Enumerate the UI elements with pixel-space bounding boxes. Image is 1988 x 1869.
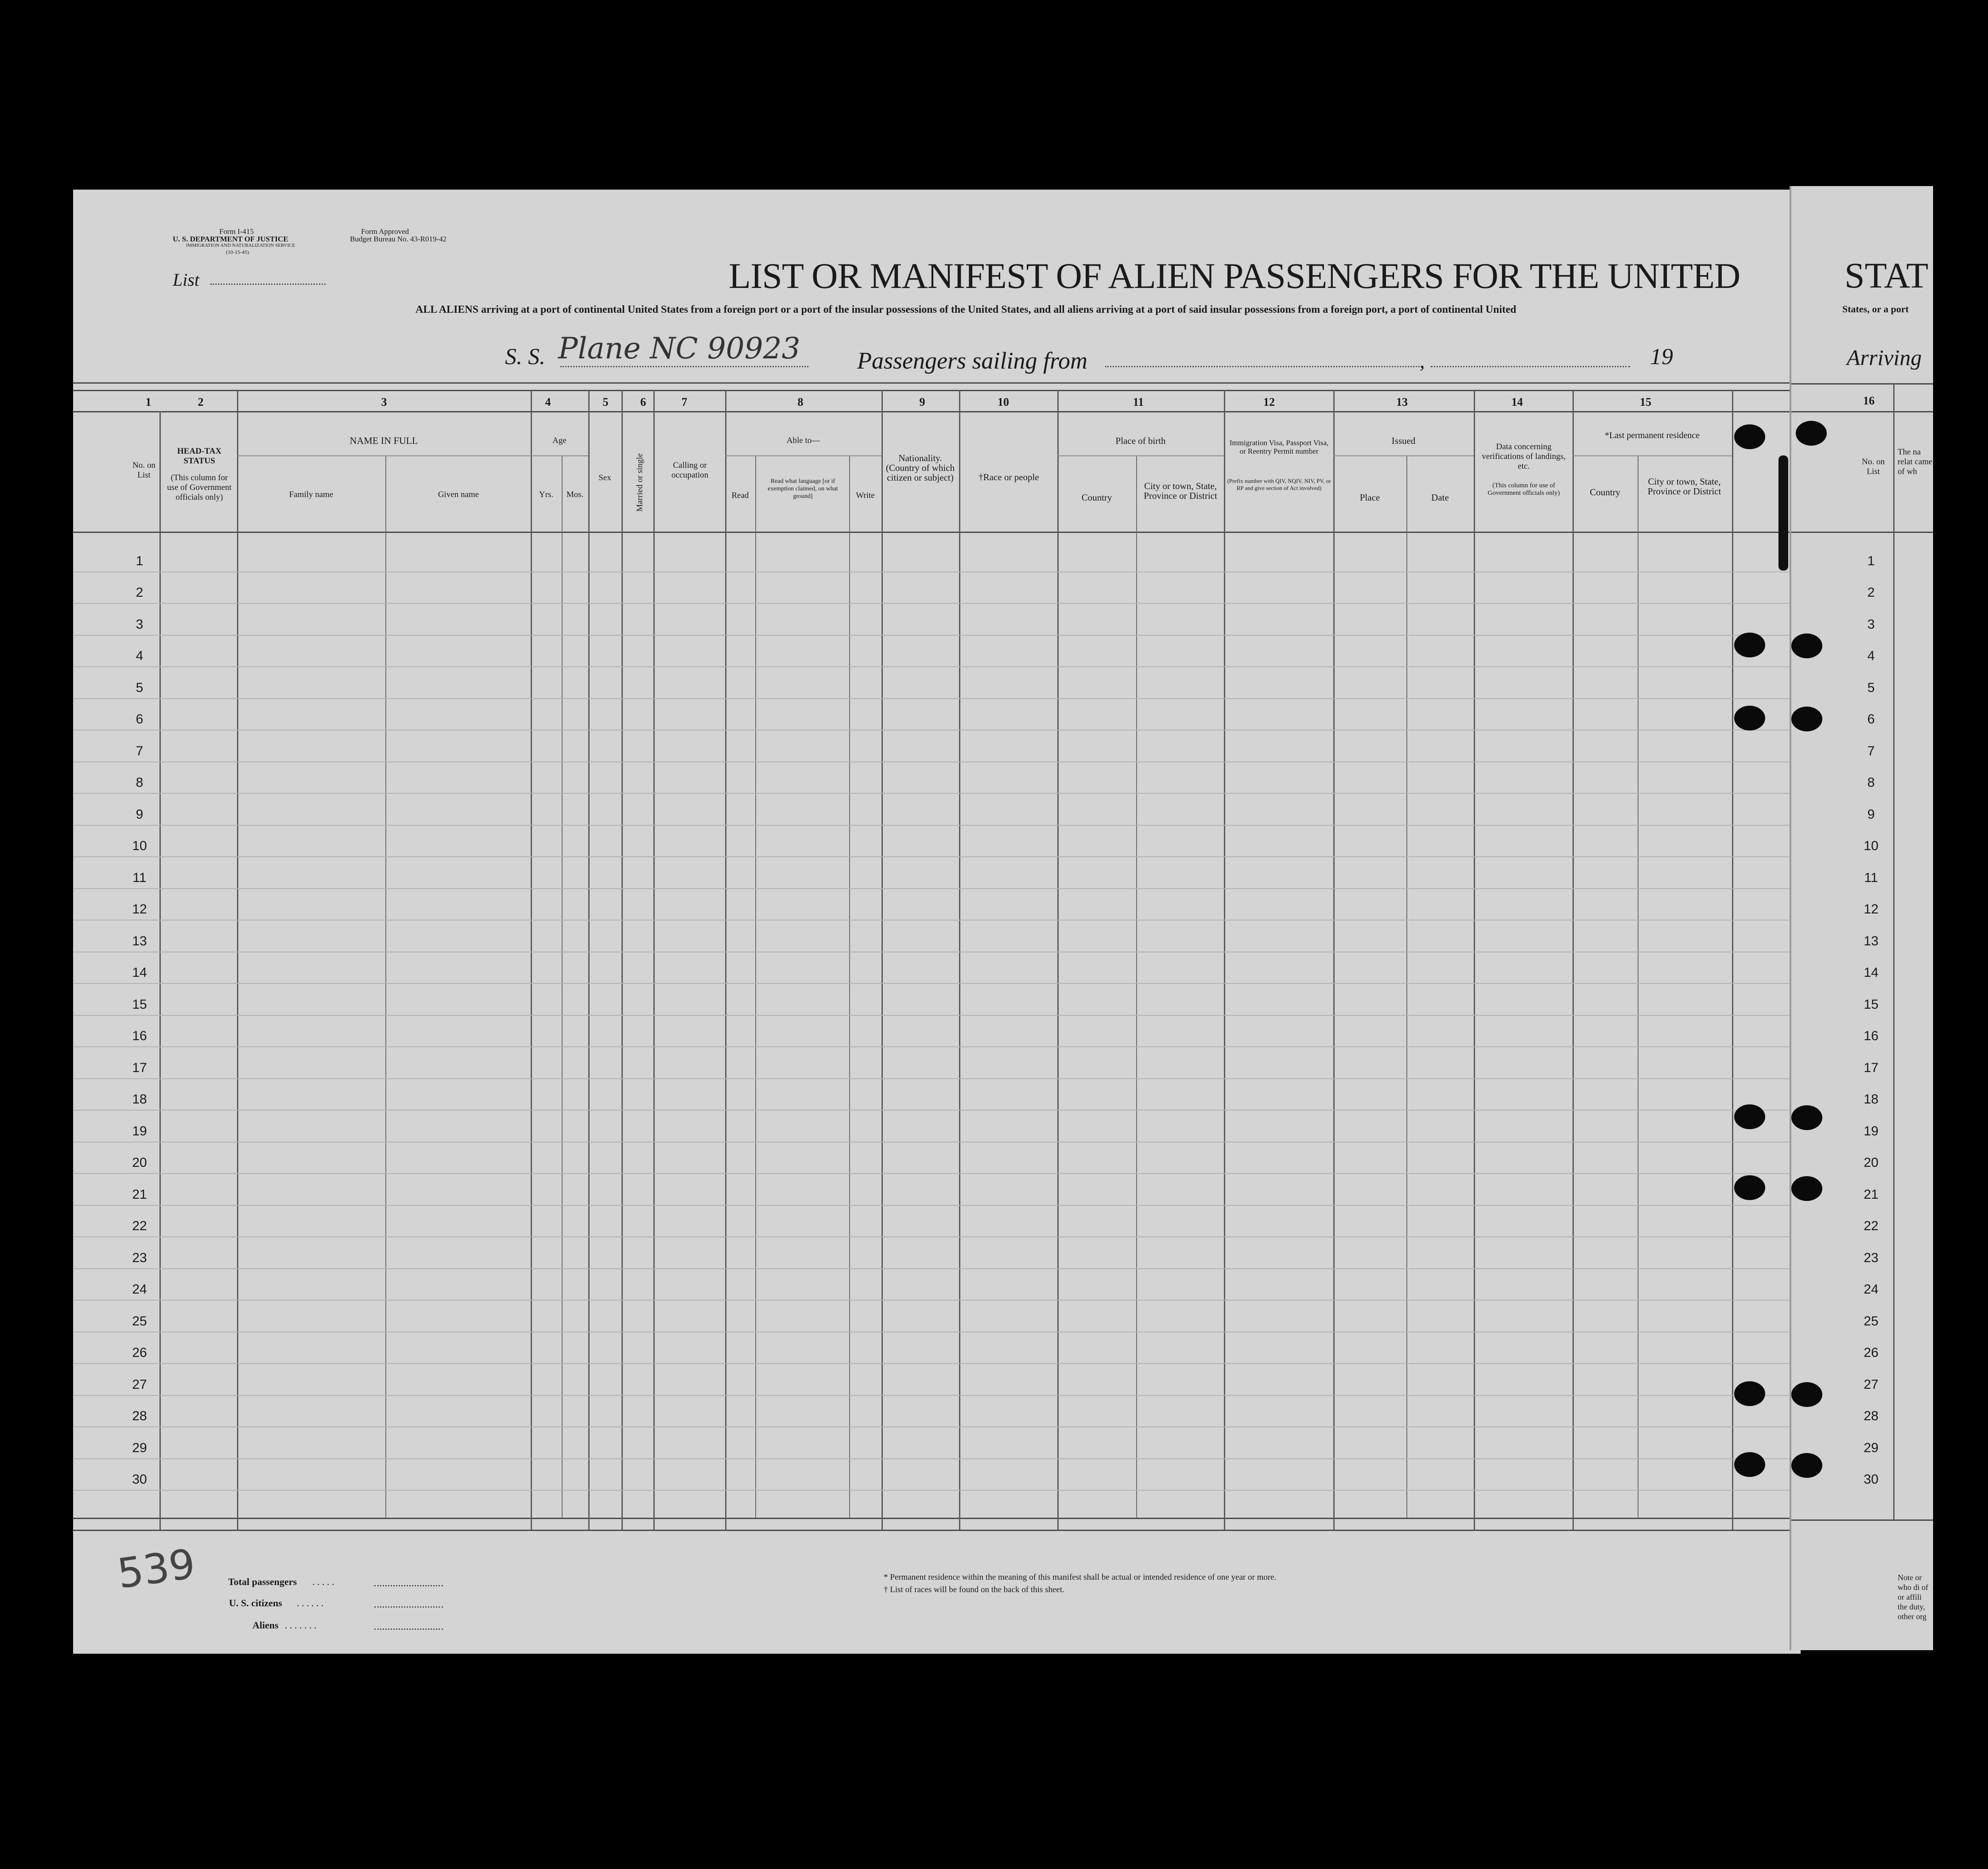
col-divider bbox=[1406, 455, 1407, 1518]
row-number: 25 bbox=[1864, 1313, 1879, 1329]
row-number: 11 bbox=[132, 870, 147, 885]
footnote-races: † List of races will be found on the back of this sheet. bbox=[884, 1585, 1064, 1594]
punch-hole bbox=[1796, 421, 1827, 446]
rule bbox=[1791, 383, 1933, 385]
row-line bbox=[73, 1332, 1801, 1333]
row-line bbox=[73, 1363, 1801, 1364]
mos-header: Mos. bbox=[566, 490, 584, 499]
row-number: 19 bbox=[1864, 1123, 1879, 1138]
row-number: 1 bbox=[1867, 553, 1875, 568]
last-residence-header: *Last permanent residence bbox=[1604, 431, 1700, 440]
number-rule bbox=[73, 411, 1801, 412]
dept-label: U. S. DEPARTMENT OF JUSTICE bbox=[173, 235, 288, 243]
row-number: 24 bbox=[1864, 1282, 1879, 1297]
header-bottom-rule bbox=[73, 532, 1801, 533]
ss-label: S. S. bbox=[505, 344, 545, 369]
form-date: (10-15-45) bbox=[226, 249, 249, 255]
country-header: Country bbox=[1081, 492, 1112, 503]
col-num: 9 bbox=[919, 396, 925, 408]
date-blank bbox=[1431, 366, 1630, 367]
rule bbox=[1791, 532, 1933, 533]
row-line bbox=[73, 571, 1801, 572]
row-line bbox=[73, 1268, 1801, 1269]
list-blank bbox=[210, 284, 326, 285]
row-number: 30 bbox=[1864, 1472, 1879, 1487]
yrs-header: Yrs. bbox=[539, 490, 554, 499]
married-header: Married or single bbox=[635, 453, 645, 512]
col-divider bbox=[755, 455, 756, 1518]
row-line bbox=[73, 920, 1801, 921]
col-divider bbox=[881, 390, 883, 1530]
row-number: 24 bbox=[132, 1282, 147, 1297]
row-number: 18 bbox=[1864, 1092, 1879, 1107]
given-name-header: Given name bbox=[438, 490, 479, 499]
row-line bbox=[73, 603, 1801, 604]
family-name-header: Family name bbox=[289, 490, 334, 499]
row-number: 9 bbox=[1867, 807, 1875, 822]
table-bottom-rule-2 bbox=[73, 1530, 1801, 1531]
leader-dots: . . . . . . . bbox=[285, 1620, 317, 1631]
col-num: 13 bbox=[1396, 396, 1408, 408]
row-line bbox=[73, 1078, 1801, 1079]
sailing-blank bbox=[1105, 366, 1420, 367]
leader-dots: . . . . . bbox=[312, 1576, 334, 1587]
row-line bbox=[73, 635, 1801, 636]
footnote-residence: * Permanent residence within the meaning of this manifest shall be actual or intended residence of one year or more. bbox=[884, 1573, 1277, 1582]
row-number: 2 bbox=[136, 585, 144, 600]
row-number: 16 bbox=[1864, 1029, 1879, 1043]
col-num: 11 bbox=[1133, 396, 1144, 408]
data-concerning-note: (This column for use of Government officials only) bbox=[1487, 482, 1560, 497]
punch-hole bbox=[1791, 707, 1822, 731]
form-approved: Form Approved bbox=[361, 227, 409, 236]
col-num: 12 bbox=[1263, 396, 1275, 408]
row-line bbox=[73, 983, 1801, 984]
punch-hole bbox=[1734, 1381, 1765, 1406]
aliens-label: Aliens bbox=[252, 1620, 279, 1631]
read-header: Read bbox=[731, 491, 749, 500]
age-header: Age bbox=[552, 436, 567, 445]
col-num: 1 bbox=[145, 396, 151, 408]
row-line bbox=[73, 666, 1801, 667]
punch-hole bbox=[1734, 424, 1765, 449]
row-number: 26 bbox=[1864, 1345, 1879, 1360]
row-number: 13 bbox=[1864, 933, 1879, 948]
row-line bbox=[73, 1300, 1801, 1301]
race-header: †Race or people bbox=[978, 472, 1039, 482]
col-divider bbox=[1136, 455, 1137, 1518]
manifest-sheet bbox=[73, 190, 1801, 1654]
row-number: 17 bbox=[1864, 1060, 1879, 1075]
total-blank bbox=[374, 1585, 443, 1586]
list-label: List bbox=[173, 270, 200, 290]
subhead-rule bbox=[1057, 455, 1224, 456]
nationality-header: Nationality. (Country of which citizen or subject) bbox=[885, 453, 955, 483]
row-line bbox=[73, 825, 1801, 826]
comma: , bbox=[1420, 350, 1425, 372]
row-number: 21 bbox=[1864, 1187, 1879, 1202]
row-number: 29 bbox=[132, 1440, 147, 1455]
write-header: Write bbox=[856, 491, 875, 500]
visa-header: Immigration Visa, Passport Visa, or Reentry Permit number bbox=[1229, 439, 1329, 455]
visa-note: (Prefix number with QIV, NQIV, NIV, PV, or RP and give section of Act involved) bbox=[1227, 478, 1331, 491]
punch-hole bbox=[1734, 1452, 1765, 1477]
row-number: 8 bbox=[1867, 775, 1875, 790]
col-divider bbox=[1732, 390, 1733, 1530]
col-num: 3 bbox=[381, 396, 387, 408]
row-number: 5 bbox=[1867, 680, 1875, 695]
row-number: 12 bbox=[1864, 902, 1879, 917]
row-line bbox=[73, 1458, 1801, 1459]
row-number: 3 bbox=[1867, 617, 1875, 632]
col-divider bbox=[1638, 455, 1639, 1518]
row-line bbox=[73, 1236, 1801, 1237]
row-number: 28 bbox=[132, 1409, 147, 1423]
row-number: 13 bbox=[132, 933, 147, 948]
next-sheet-edge bbox=[1790, 186, 1933, 1650]
row-number: 7 bbox=[136, 743, 144, 758]
row-number: 8 bbox=[136, 775, 144, 790]
subhead-rule bbox=[725, 455, 881, 456]
city-town-header: City or town, State, Province or District bbox=[1144, 481, 1217, 501]
col-num: 6 bbox=[640, 396, 646, 408]
issued-header: Issued bbox=[1391, 435, 1416, 446]
date-header: Date bbox=[1431, 492, 1449, 503]
row-number: 4 bbox=[1867, 649, 1875, 663]
read-what-header: Read what language [or if exemption claimed, on what ground] bbox=[768, 478, 838, 500]
calling-header: Calling or occupation bbox=[671, 461, 709, 480]
col-num: 10 bbox=[998, 396, 1009, 408]
rule bbox=[1791, 411, 1933, 412]
col-num: 16 bbox=[1863, 394, 1875, 407]
table-bottom-rule bbox=[73, 1518, 1801, 1519]
ss-value: Plane NC 90923 bbox=[558, 331, 800, 365]
residence-country-header: Country bbox=[1590, 487, 1620, 497]
row-line bbox=[73, 888, 1801, 889]
punch-hole bbox=[1791, 633, 1822, 658]
col-divider bbox=[725, 390, 726, 1530]
row-line bbox=[73, 1426, 1801, 1427]
punch-hole bbox=[1791, 1105, 1822, 1130]
col-num: 8 bbox=[797, 396, 804, 408]
place-of-birth-header: Place of birth bbox=[1115, 435, 1166, 446]
service-label: IMMIGRATION AND NATURALIZATION SERVICE bbox=[186, 243, 295, 248]
sex-header: Sex bbox=[598, 473, 611, 482]
row-number: 22 bbox=[132, 1219, 147, 1233]
row-number: 30 bbox=[132, 1472, 147, 1487]
page-title: LIST OR MANIFEST OF ALIEN PASSENGERS FOR THE UNITED bbox=[729, 256, 1740, 296]
row-number: 21 bbox=[132, 1187, 147, 1202]
row-number: 16 bbox=[132, 1029, 147, 1043]
row-number: 14 bbox=[132, 965, 147, 980]
col-num: 5 bbox=[602, 396, 609, 408]
us-citizens-label: U. S. citizens bbox=[229, 1597, 282, 1609]
row-number: 11 bbox=[1864, 870, 1878, 885]
able-to-header: Able to— bbox=[786, 436, 820, 445]
aliens-blank bbox=[374, 1628, 443, 1630]
punch-hole bbox=[1791, 1382, 1822, 1407]
row-number: 7 bbox=[1867, 743, 1875, 758]
subhead-rule bbox=[1573, 455, 1732, 456]
row-number: 3 bbox=[136, 617, 144, 632]
top-rule bbox=[73, 382, 1801, 384]
row-number: 22 bbox=[1864, 1219, 1879, 1233]
col-num: 14 bbox=[1511, 396, 1523, 408]
row-number: 23 bbox=[132, 1250, 147, 1265]
data-concerning-header: Data concerning verifications of landings, etc. bbox=[1482, 442, 1566, 471]
form-number: Form I-415 bbox=[219, 227, 254, 236]
subhead-rule bbox=[237, 455, 531, 456]
row-number: 1 bbox=[136, 553, 144, 568]
col-num: 7 bbox=[681, 396, 687, 408]
col-divider bbox=[159, 411, 161, 1530]
row-number: 27 bbox=[132, 1377, 147, 1392]
row-line bbox=[73, 1205, 1801, 1206]
total-passengers-label: Total passengers bbox=[228, 1576, 297, 1587]
row-number: 29 bbox=[1864, 1440, 1879, 1455]
subtitle: ALL ALIENS arriving at a port of continental United States from a foreign port or a port of the insular possessions of the United States, and all aliens arriving at a port of said insular possessions from a foreign port, a port of continental United bbox=[415, 304, 1516, 315]
col-divider bbox=[1057, 390, 1059, 1530]
ss-blank bbox=[560, 366, 808, 367]
leader-dots: . . . . . . bbox=[297, 1597, 324, 1609]
row-line bbox=[73, 730, 1801, 731]
sailing-label: Passengers sailing from bbox=[857, 347, 1088, 374]
row-number: 28 bbox=[1864, 1409, 1879, 1423]
col-divider bbox=[1333, 390, 1335, 1530]
budget-number: Budget Bureau No. 43-R019-42 bbox=[350, 235, 447, 243]
row-number: 5 bbox=[136, 680, 144, 695]
row-number: 17 bbox=[132, 1060, 147, 1075]
punch-hole bbox=[1734, 1175, 1765, 1200]
col-divider bbox=[1224, 390, 1225, 1530]
row-number: 4 bbox=[136, 649, 144, 663]
binding-tape bbox=[1778, 455, 1788, 571]
row-line bbox=[73, 1490, 1801, 1491]
handwritten-number: 539 bbox=[114, 1540, 198, 1598]
no-on-list-header: No. on List bbox=[132, 461, 155, 480]
punch-hole bbox=[1791, 1453, 1822, 1478]
row-line bbox=[73, 1110, 1801, 1111]
row-number: 27 bbox=[1864, 1377, 1879, 1392]
col-divider bbox=[237, 390, 238, 1530]
subtitle-right-fragment: States, or a port bbox=[1842, 303, 1909, 315]
row-number: 23 bbox=[1864, 1250, 1879, 1265]
title-right-fragment: STAT bbox=[1844, 255, 1929, 295]
year-label: 19 bbox=[1650, 344, 1673, 369]
col-divider bbox=[385, 455, 386, 1518]
row-number: 10 bbox=[132, 839, 147, 853]
place-header: Place bbox=[1359, 492, 1380, 503]
row-number: 15 bbox=[1864, 997, 1879, 1012]
subhead-rule bbox=[1333, 455, 1474, 456]
arriving-label: Arriving bbox=[1847, 345, 1922, 370]
punch-hole bbox=[1734, 706, 1765, 731]
row-number: 14 bbox=[1864, 965, 1879, 980]
row-number: 26 bbox=[132, 1345, 147, 1360]
row-line bbox=[73, 1046, 1801, 1047]
rule bbox=[1791, 1519, 1933, 1521]
punch-hole bbox=[1734, 1104, 1765, 1129]
head-tax-header: HEAD-TAX STATUS bbox=[177, 447, 221, 466]
right-note-fragment: Note or who di of or affili the duty, other org bbox=[1898, 1573, 1928, 1621]
row-number: 6 bbox=[136, 712, 144, 727]
col-divider bbox=[1893, 383, 1895, 1519]
row-line bbox=[73, 1173, 1801, 1174]
col-divider bbox=[653, 390, 655, 1530]
row-line bbox=[73, 856, 1801, 857]
row-number: 19 bbox=[132, 1123, 147, 1138]
us-citizens-blank bbox=[374, 1606, 443, 1608]
row-number: 9 bbox=[136, 807, 144, 822]
col-divider bbox=[621, 390, 623, 1530]
col-divider bbox=[588, 390, 590, 1530]
row-number: 15 bbox=[132, 997, 147, 1012]
col-num: 4 bbox=[545, 396, 551, 408]
row-number: 20 bbox=[1864, 1155, 1879, 1170]
row-number: 2 bbox=[1867, 585, 1875, 600]
col-num: 2 bbox=[198, 396, 204, 408]
col-divider bbox=[959, 390, 960, 1530]
col-divider bbox=[562, 455, 563, 1518]
residence-city-header: City or town, State, Province or District bbox=[1647, 476, 1721, 497]
no-on-list-header-2: No. on List bbox=[1862, 457, 1885, 476]
col-divider bbox=[1573, 390, 1574, 1530]
subhead-rule bbox=[531, 455, 588, 456]
col-divider bbox=[531, 390, 532, 1530]
row-number: 6 bbox=[1867, 712, 1875, 727]
row-line bbox=[73, 1395, 1801, 1396]
col-divider bbox=[1474, 390, 1475, 1530]
punch-hole bbox=[1791, 1176, 1822, 1201]
row-number: 12 bbox=[132, 902, 147, 917]
right-name-header: The na relat came of wh bbox=[1898, 447, 1933, 476]
row-number: 25 bbox=[132, 1313, 147, 1329]
name-in-full-header: NAME IN FULL bbox=[349, 435, 418, 446]
row-number: 10 bbox=[1864, 839, 1879, 853]
row-line bbox=[73, 793, 1801, 794]
row-line bbox=[73, 698, 1801, 699]
col-num: 15 bbox=[1640, 396, 1651, 408]
col-divider bbox=[849, 455, 850, 1518]
punch-hole bbox=[1734, 633, 1765, 657]
top-rule-2 bbox=[73, 390, 1801, 391]
row-line bbox=[73, 1015, 1801, 1016]
row-number: 18 bbox=[132, 1092, 147, 1107]
row-number: 20 bbox=[132, 1155, 147, 1170]
head-tax-note: (This column for use of Government officials only) bbox=[167, 473, 232, 502]
